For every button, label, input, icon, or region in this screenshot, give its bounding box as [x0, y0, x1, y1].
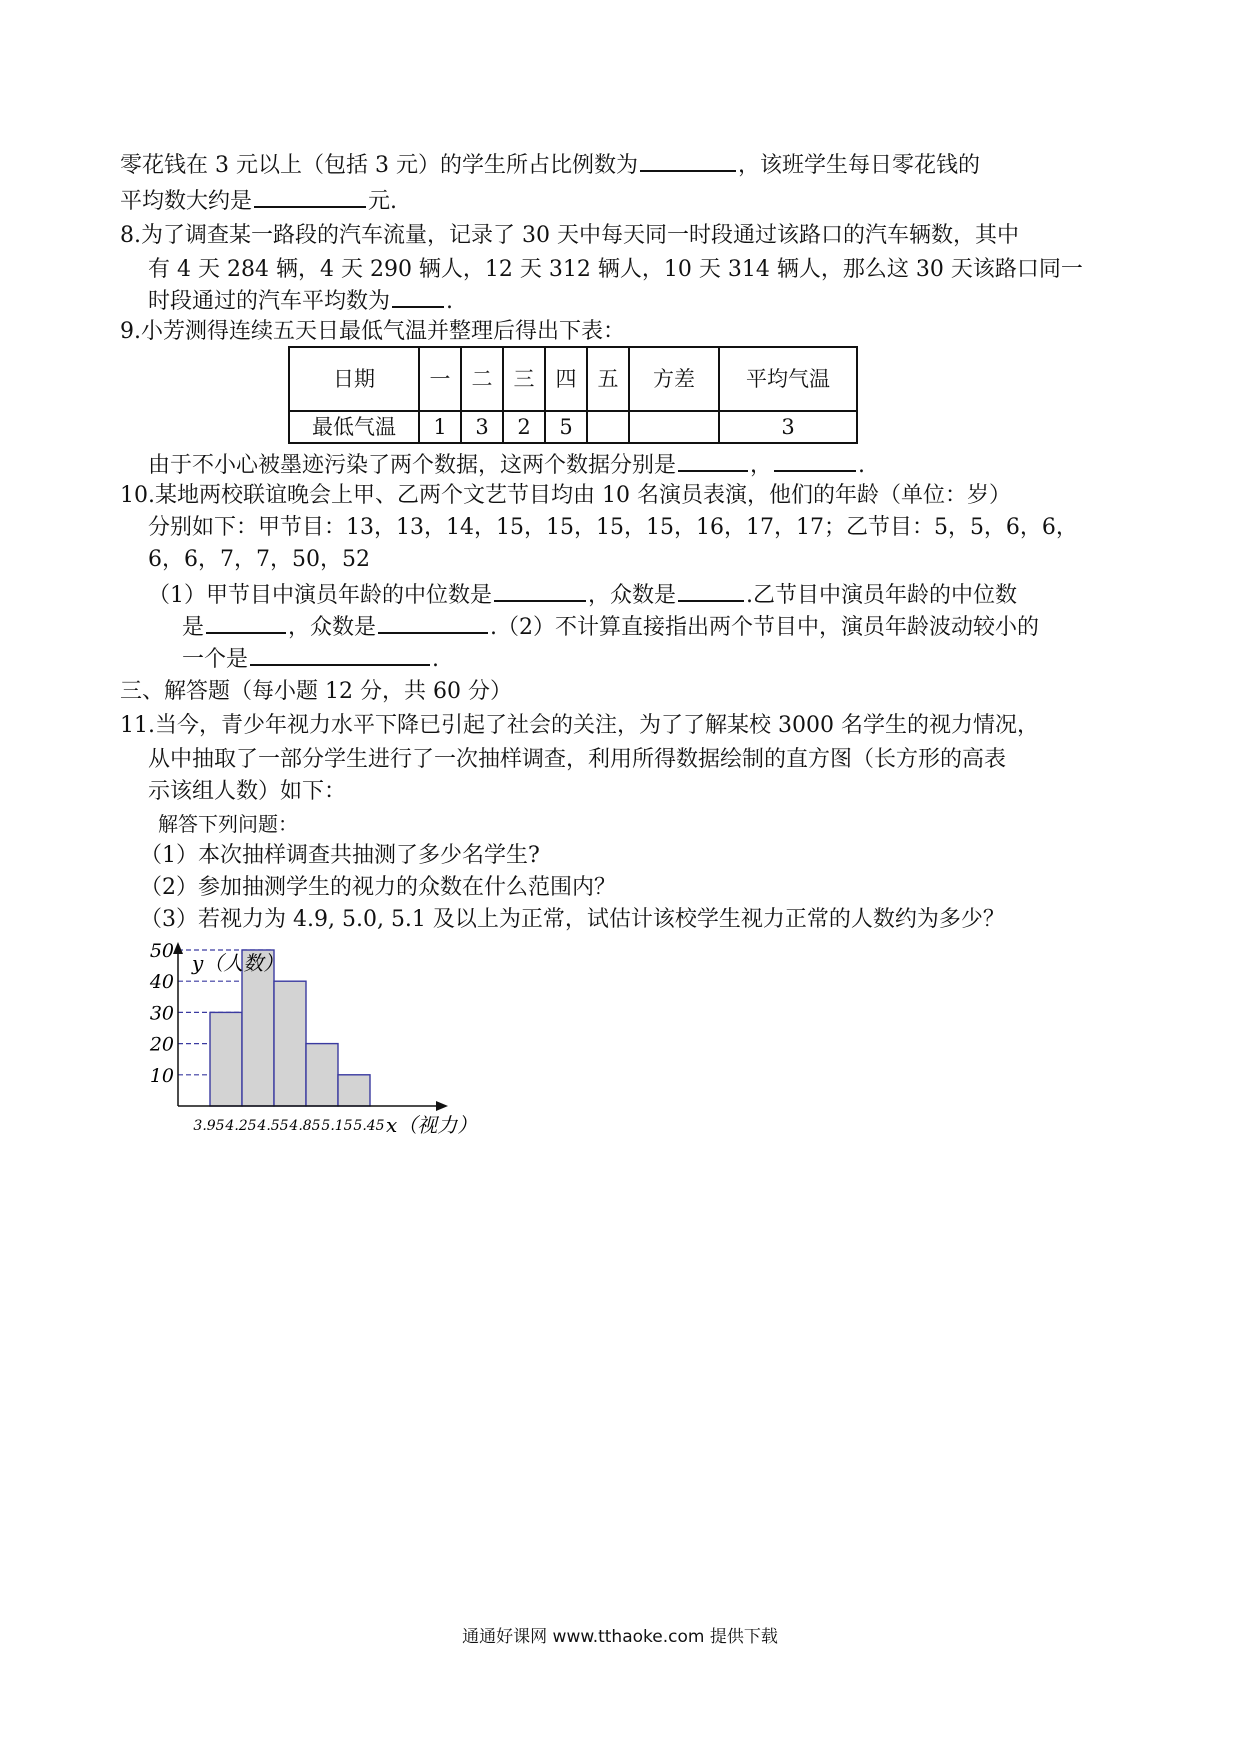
- q9-text-2c: .: [858, 453, 866, 478]
- q10-text-5a: 是: [182, 615, 205, 640]
- table-cell-blotted: [587, 411, 629, 443]
- table-cell: 3: [461, 411, 503, 443]
- q9-text-2a: 由于不小心被墨迹污染了两个数据，这两个数据分别是: [148, 453, 677, 478]
- y-tick-label: 30: [149, 1002, 174, 1025]
- q7-line-2: [120, 184, 397, 218]
- x-tick-label: 5.45: [353, 1118, 385, 1134]
- q8-line-3: [148, 284, 453, 318]
- q7-line-1: [120, 148, 980, 182]
- x-tick-label: 4.25: [225, 1118, 257, 1134]
- q11-sub-1: （1）本次抽样调查共抽测了多少名学生?: [140, 843, 540, 868]
- x-tick-label: 3.95: [193, 1118, 225, 1134]
- q10-line-5: [182, 610, 1039, 644]
- y-tick-label: 20: [149, 1033, 174, 1056]
- histogram-bar: [274, 981, 306, 1106]
- q9-text-2b: ，: [750, 453, 773, 478]
- y-axis-label: y（人数）: [192, 951, 284, 975]
- y-tick-label: 40: [149, 971, 174, 994]
- table-cell: 5: [545, 411, 587, 443]
- vision-histogram: [149, 940, 550, 1210]
- temperature-table: [288, 346, 858, 444]
- q7-blank-ratio[interactable]: [640, 148, 736, 172]
- q9-blank-1[interactable]: [678, 448, 748, 472]
- q10-text-4b: ，众数是: [588, 583, 677, 608]
- y-tick-label: 50: [149, 940, 174, 962]
- q7-text-1b: ，该班学生每日零花钱的: [737, 153, 980, 178]
- q10-text-4c: .乙节目中演员年龄的中位数: [746, 583, 1018, 608]
- q7-text-2a: 平均数大约是: [120, 189, 253, 214]
- table-header-variance: 方差: [629, 347, 719, 411]
- q10-blank-smaller[interactable]: [250, 642, 430, 666]
- table-cell-variance: [629, 411, 719, 443]
- q9-blank-2[interactable]: [774, 448, 856, 472]
- q10-blank-mode-b[interactable]: [378, 610, 488, 634]
- table-header-day4: 四: [545, 347, 587, 411]
- q11-sub-2: （2）参加抽测学生的视力的众数在什么范围内？: [140, 875, 616, 900]
- q10-text-4a: （1）甲节目中演员年龄的中位数是: [148, 583, 492, 608]
- q11-line-1: 11.当今，青少年视力水平下降已引起了社会的关注，为了了解某校 3000 名学生的视力情况，: [120, 713, 1039, 738]
- q10-text-6a: 一个是: [182, 647, 249, 672]
- q10-line-6: [182, 642, 439, 676]
- q8-line-1: 8.为了调查某一路段的汽车流量，记录了 30 天中每天同一时段通过该路口的汽车辆数，其中: [120, 223, 1019, 248]
- table-header-average: 平均气温: [719, 347, 857, 411]
- q11-line-3: 示该组人数）如下：: [148, 779, 347, 804]
- x-tick-label: 4.85: [289, 1118, 321, 1134]
- x-tick-label: 5.15: [321, 1118, 353, 1134]
- q8-text-3b: .: [446, 289, 454, 314]
- q10-blank-median-b[interactable]: [206, 610, 286, 634]
- table-cell: 1: [419, 411, 461, 443]
- table-header-day1: 一: [419, 347, 461, 411]
- x-axis-arrow-icon: [436, 1101, 448, 1111]
- table-row-label: 最低气温: [289, 411, 419, 443]
- page-footer: 通通好课网 www.tthaoke.com 提供下载: [462, 1627, 778, 1647]
- q8-text-3a: 时段通过的汽车平均数为: [148, 289, 391, 314]
- y-tick-label: 10: [149, 1064, 174, 1087]
- q7-text-2b: 元.: [368, 189, 398, 214]
- q8-blank-average[interactable]: [392, 284, 444, 308]
- table-header-day5: 五: [587, 347, 629, 411]
- q10-text-5b: ，众数是: [288, 615, 377, 640]
- table-header-date: 日期: [289, 347, 419, 411]
- q7-blank-average[interactable]: [254, 184, 366, 208]
- q11-line-4: 解答下列问题：: [158, 812, 298, 836]
- table-cell-average: 3: [719, 411, 857, 443]
- table-cell: 2: [503, 411, 545, 443]
- histogram-bar: [306, 1044, 338, 1106]
- table-header-day2: 二: [461, 347, 503, 411]
- x-tick-label: 4.55: [257, 1118, 289, 1134]
- q10-line-3: 6，6，7，7，50，52: [148, 547, 370, 572]
- y-axis-arrow-icon: [173, 942, 183, 954]
- q10-blank-median-a[interactable]: [494, 578, 586, 602]
- q10-blank-mode-a[interactable]: [678, 578, 744, 602]
- q10-line-1: 10.某地两校联谊晚会上甲、乙两个文艺节目均由 10 名演员表演，他们的年龄（单位：岁）: [120, 483, 1011, 508]
- histogram-bar: [210, 1012, 242, 1106]
- x-axis-label: x（视力）: [386, 1113, 478, 1137]
- histogram-bar: [338, 1075, 370, 1106]
- table-header-day3: 三: [503, 347, 545, 411]
- q8-line-2: 有 4 天 284 辆，4 天 290 辆人，12 天 312 辆人，10 天 314 辆人，那么这 30 天该路口同一: [148, 257, 1083, 282]
- q7-text-1a: 零花钱在 3 元以上（包括 3 元）的学生所占比例数为: [120, 153, 638, 178]
- q9-line-1: 9.小芳测得连续五天日最低气温并整理后得出下表：: [120, 319, 625, 344]
- q9-line-2: [148, 448, 865, 482]
- q10-line-2: 分别如下：甲节目：13，13，14，15，15，15，15，16，17，17；乙节目：5，5，6，6，: [148, 515, 1078, 540]
- q11-sub-3: （3）若视力为 4.9, 5.0, 5.1 及以上为正常，试估计该校学生视力正常的人数约为多少？: [140, 907, 1005, 932]
- q11-line-2: 从中抽取了一部分学生进行了一次抽样调查，利用所得数据绘制的直方图（长方形的高表: [148, 747, 1007, 772]
- q10-text-6b: .: [432, 647, 440, 672]
- q10-line-4: [148, 578, 1017, 612]
- table-row: [289, 411, 857, 443]
- section-3-heading: 三、解答题（每小题 12 分，共 60 分）: [120, 679, 512, 704]
- table-row: [289, 347, 857, 411]
- q10-text-5c: .（2）不计算直接指出两个节目中，演员年龄波动较小的: [490, 615, 1040, 640]
